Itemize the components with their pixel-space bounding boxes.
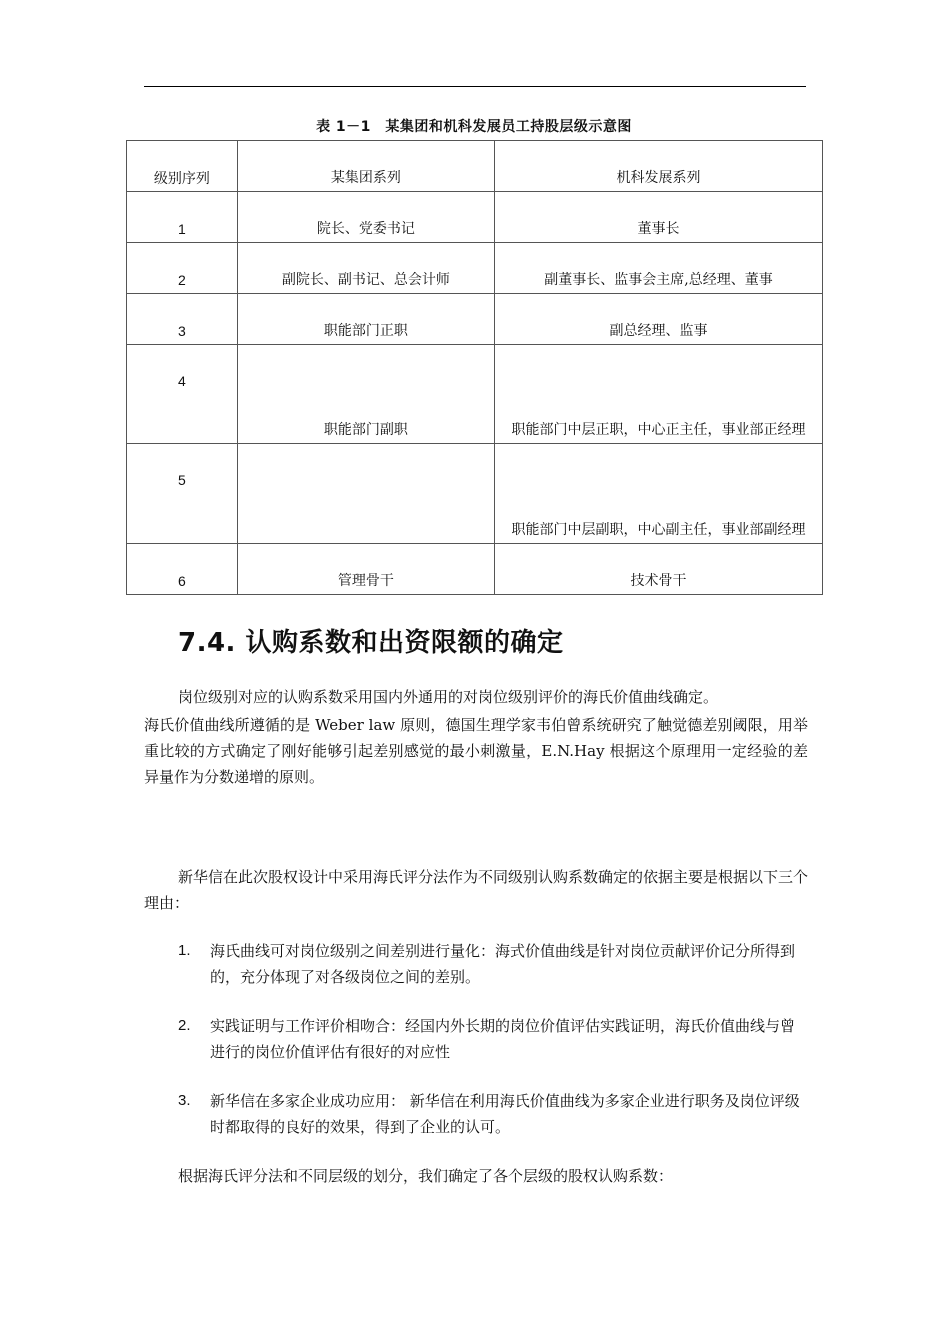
paragraph-reasons: [144, 864, 808, 916]
cell-group: 副院长、副书记、总会计师: [237, 243, 494, 294]
cell-jike: 职能部门中层正职，中心正主任，事业部正经理: [494, 345, 822, 444]
header-rule: [144, 86, 806, 87]
cell-jike: 副董事长、监事会主席,总经理、董事: [494, 243, 822, 294]
list-number: 2.: [178, 1017, 191, 1034]
cell-level: 1: [127, 192, 238, 243]
cell-jike: 职能部门中层副职，中心副主任，事业部副经理: [494, 444, 822, 544]
list-item: [178, 1013, 808, 1065]
table-row: [127, 345, 823, 444]
header-group-series: 某集团系列: [237, 141, 494, 192]
list-item: [178, 938, 808, 990]
list-item: [178, 1088, 808, 1140]
paragraph-intro-text: 岗位级别对应的认购系数采用国内外通用的对岗位级别评价的海氏价值曲线确定。: [178, 688, 719, 706]
cell-jike: 董事长: [494, 192, 822, 243]
employee-level-table: [126, 140, 823, 595]
table-header-row: [127, 141, 823, 192]
list-text: 实践证明与工作评价相吻合：经国内外长期的岗位价值评估实践证明，海氏价值曲线与曾进行的岗位价值评估有很好的对应性: [210, 1017, 796, 1061]
cell-jike: 技术骨干: [494, 544, 822, 595]
paragraph-conclusion: [144, 1163, 808, 1189]
paragraph-conclusion-text: 根据海氏评分法和不同层级的划分，我们确定了各个层级的股权认购系数：: [178, 1167, 674, 1185]
paragraph-weber: 海氏价值曲线所遵循的是 Weber law 原则，德国生理学家韦伯曾系统研究了触觉德差别阈限，用举重比较的方式确定了刚好能够引起差别感觉的最小刺激量，E.N.Hay 根据这个原理用一定经验的差异量作为分数递增的原则。: [144, 716, 808, 786]
cell-level: 3: [127, 294, 238, 345]
list-number: 3.: [178, 1092, 191, 1109]
cell-group: 院长、党委书记: [237, 192, 494, 243]
cell-group: 职能部门正职: [237, 294, 494, 345]
table-row: [127, 243, 823, 294]
cell-level: 2: [127, 243, 238, 294]
table-row: [127, 544, 823, 595]
cell-level: 5: [127, 444, 238, 544]
paragraph-intro: [144, 684, 808, 710]
paragraph-reasons-text: 新华信在此次股权设计中采用海氏评分法作为不同级别认购系数确定的依据主要是根据以下三个理由：: [144, 868, 809, 912]
cell-group: 职能部门副职: [237, 345, 494, 444]
cell-level: 6: [127, 544, 238, 595]
table-row: [127, 294, 823, 345]
cell-group: 管理骨干: [237, 544, 494, 595]
table-row: [127, 192, 823, 243]
table-row: [127, 444, 823, 544]
list-text: 海氏曲线可对岗位级别之间差别进行量化：海式价值曲线是针对岗位贡献评价记分所得到的，充分体现了对各级岗位之间的差别。: [210, 942, 796, 986]
header-jike-series: 机科发展系列: [494, 141, 822, 192]
table-caption: 表 1－1 某集团和机科发展员工持股层级示意图: [316, 119, 632, 135]
list-number: 1.: [178, 942, 191, 959]
header-level: 级别序列: [127, 141, 238, 192]
cell-level: 4: [127, 345, 238, 444]
cell-group: [237, 444, 494, 544]
section-heading: 7.4. 认购系数和出资限额的确定: [178, 628, 564, 658]
cell-jike: 副总经理、监事: [494, 294, 822, 345]
list-text: 新华信在多家企业成功应用： 新华信在利用海氏价值曲线为多家企业进行职务及岗位评级时都取得的良好的效果，得到了企业的认可。: [210, 1092, 800, 1136]
